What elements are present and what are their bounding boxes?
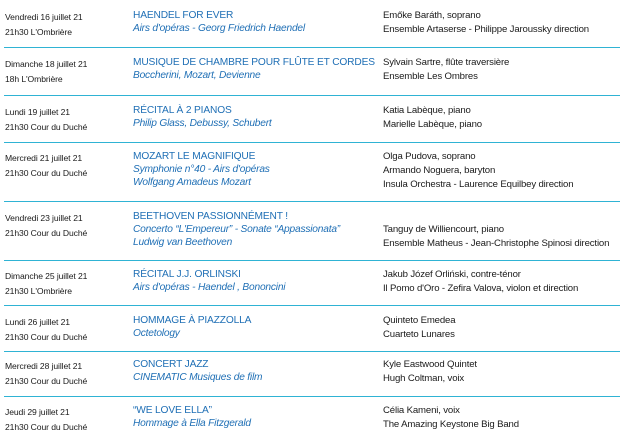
- event-date: Lundi 19 juillet 21: [5, 107, 70, 117]
- event-title: “WE LOVE ELLA”: [133, 405, 212, 416]
- event-performers: [383, 314, 623, 342]
- event-datetime: [5, 10, 125, 40]
- event-datetime: [5, 269, 125, 299]
- event-work: Hommage à Ella Fitzgerald: [133, 418, 251, 429]
- performer: The Amazing Keystone Big Band: [383, 419, 519, 430]
- event-program: [133, 314, 373, 340]
- event-datetime: [5, 105, 125, 135]
- event-title: CONCERT JAZZ: [133, 359, 209, 370]
- event-performers: [383, 268, 623, 296]
- event-date: Jeudi 29 juillet 21: [5, 407, 70, 417]
- event-title: RÉCITAL J.J. ORLINSKI: [133, 269, 241, 280]
- event-work: Octetology: [133, 328, 180, 339]
- event-date: Vendredi 16 juillet 21: [5, 12, 83, 22]
- event-time-venue: 18h L'Ombrière: [5, 74, 63, 84]
- event-program: [133, 358, 373, 384]
- event-time-venue: 21h30 L'Ombrière: [5, 286, 72, 296]
- event-datetime: [5, 405, 125, 435]
- performer: Ensemble Artaserse - Philippe Jaroussky direction: [383, 24, 589, 35]
- event-title: HOMMAGE À PIAZZOLLA: [133, 315, 252, 326]
- performer: Quinteto Emedea: [383, 315, 456, 326]
- performer: Sylvain Sartre, flûte traversière: [383, 57, 510, 68]
- performer: Ensemble Les Ombres: [383, 71, 478, 82]
- event-work: Philip Glass, Debussy, Schubert: [133, 118, 272, 129]
- event-program: [133, 150, 373, 189]
- performer: Célia Kameni, voix: [383, 405, 460, 416]
- event-work: Airs d'opéras - Haendel , Bononcini: [133, 282, 286, 293]
- event-time-venue: 21h30 L'Ombrière: [5, 27, 72, 37]
- row-separator: [4, 201, 620, 202]
- row-separator: [4, 396, 620, 397]
- event-date: Vendredi 23 juillet 21: [5, 213, 83, 223]
- event-date: Dimanche 18 juillet 21: [5, 59, 88, 69]
- performer: Jakub Józef Orliński, contre-ténor: [383, 269, 521, 280]
- event-date: Mercredi 28 juillet 21: [5, 361, 83, 371]
- event-time-venue: 21h30 Cour du Duché: [5, 122, 88, 132]
- event-title: MOZART LE MAGNIFIQUE: [133, 151, 256, 162]
- row-separator: [4, 351, 620, 352]
- event-datetime: [5, 315, 125, 345]
- row-separator: [4, 142, 620, 143]
- event-program: [133, 9, 373, 35]
- performer: Olga Pudova, soprano: [383, 151, 476, 162]
- event-work: Symphonie n°40 - Airs d'opéras: [133, 164, 270, 175]
- event-work: Boccherini, Mozart, Devienne: [133, 70, 261, 81]
- performer: Cuarteto Lunares: [383, 329, 455, 340]
- event-performers: [383, 223, 623, 251]
- event-work: Concerto “L'Empereur” - Sonate “Appassionata”: [133, 224, 340, 235]
- event-time-venue: 21h30 Cour du Duché: [5, 422, 88, 432]
- event-datetime: [5, 211, 125, 241]
- performer: Armando Noguera, baryton: [383, 165, 496, 176]
- row-separator: [4, 47, 620, 48]
- event-composer: Ludwig van Beethoven: [133, 237, 233, 248]
- event-performers: [383, 104, 623, 132]
- event-date: Mercredi 21 juillet 21: [5, 153, 83, 163]
- performer: Ensemble Matheus - Jean-Christophe Spinosi direction: [383, 238, 610, 249]
- performer: Hugh Coltman, voix: [383, 373, 465, 384]
- event-title: HAENDEL FOR EVER: [133, 10, 234, 21]
- event-performers: [383, 358, 623, 386]
- event-work: Airs d'opéras - Georg Friedrich Haendel: [133, 23, 305, 34]
- performer: Tanguy de Williencourt, piano: [383, 224, 504, 235]
- event-performers: [383, 9, 623, 37]
- performer: Kyle Eastwood Quintet: [383, 359, 477, 370]
- event-time-venue: 21h30 Cour du Duché: [5, 376, 88, 386]
- event-work: CINEMATIC Musiques de film: [133, 372, 263, 383]
- event-performers: [383, 150, 623, 192]
- performer: Katia Labèque, piano: [383, 105, 471, 116]
- event-datetime: [5, 359, 125, 389]
- event-performers: [383, 56, 623, 84]
- performer: Il Pomo d'Oro - Zefira Valova, violon et direction: [383, 283, 579, 294]
- event-title: BEETHOVEN PASSIONNÉMENT !: [133, 211, 288, 222]
- event-date: Lundi 26 juillet 21: [5, 317, 70, 327]
- event-program: [133, 104, 373, 130]
- event-time-venue: 21h30 Cour du Duché: [5, 228, 88, 238]
- event-composer: Wolfgang Amadeus Mozart: [133, 177, 251, 188]
- event-program: [133, 210, 373, 249]
- row-separator: [4, 305, 620, 306]
- event-date: Dimanche 25 juillet 21: [5, 271, 88, 281]
- row-separator: [4, 260, 620, 261]
- event-datetime: [5, 151, 125, 181]
- row-separator: [4, 95, 620, 96]
- event-program: [133, 268, 373, 294]
- event-title: RÉCITAL À 2 PIANOS: [133, 105, 232, 116]
- event-program: [133, 404, 373, 430]
- performer: Insula Orchestra - Laurence Equilbey direction: [383, 179, 574, 190]
- event-time-venue: 21h30 Cour du Duché: [5, 168, 88, 178]
- event-title: MUSIQUE DE CHAMBRE POUR FLÛTE ET CORDES: [133, 57, 375, 68]
- performer: Emőke Baráth, soprano: [383, 10, 481, 21]
- event-performers: [383, 404, 623, 432]
- event-program: [133, 56, 373, 82]
- event-datetime: [5, 57, 125, 87]
- performer: Marielle Labèque, piano: [383, 119, 482, 130]
- event-time-venue: 21h30 Cour du Duché: [5, 332, 88, 342]
